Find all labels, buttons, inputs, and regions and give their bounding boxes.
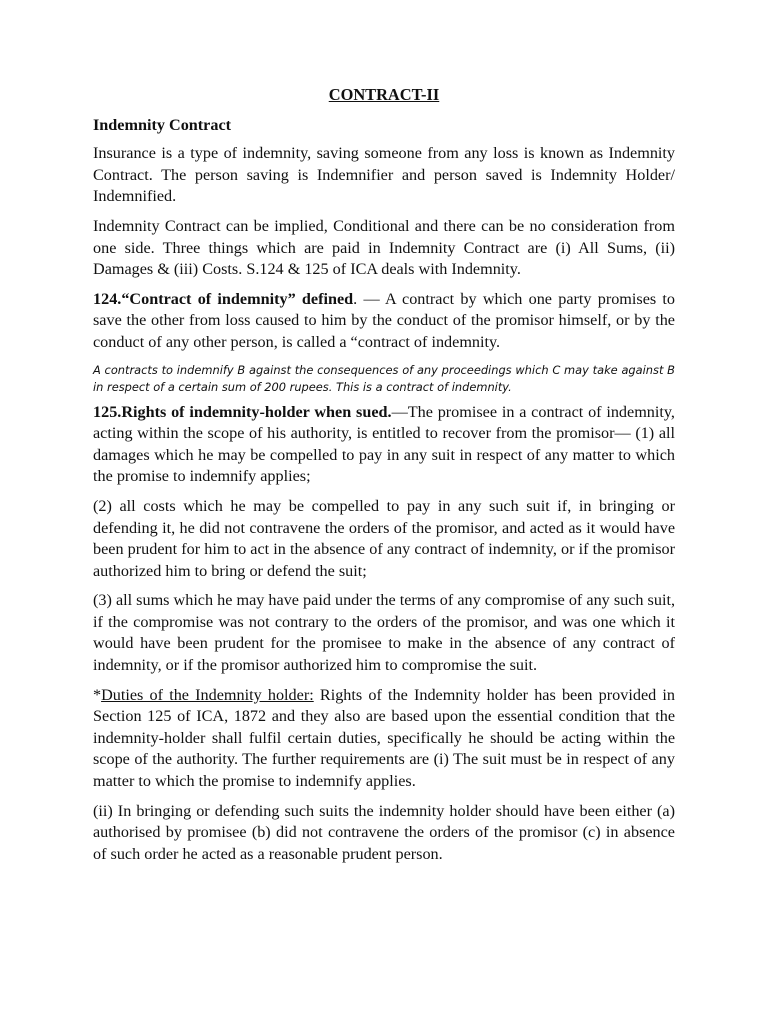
section-125-text: —The promisee in a contract of indemnity, acting within the scope of his authority, is entitled to recover from the promisor— (1) all damages which he may be compelled to pay in any suit in respect of any matter to which the promise to indemnify applies; [93,402,675,486]
section-124-text: . — A contract by which one party promises to save the other from loss caused to him by the conduct of the promisor himself, or by the conduct of any other person, is called a “contract of indemnity. [93,289,676,351]
section-125-clause-3: (3) all sums which he may have paid under the terms of any compromise of any such suit, if the compromise was not contrary to the orders of the promisor, and was one which it would have been prudent for the promisee to make in the absence of any contract of indemnity, or if the promisor authorized him to compromise the suit. [93,591,675,675]
duties-asterisk: * [93,685,102,704]
duties-paragraph [93,685,675,793]
duties-label: Duties of the Indemnity holder: [101,685,314,704]
section-heading: Indemnity Contract [93,115,232,134]
paragraph-implied: Indemnity Contract can be implied, Conditional and there can be no consideration from one side. Three things which are paid in Indemnity Contract are (i) All Sums, (ii) Damages & (iii) Costs. S.124 & 125 of ICA deals with Indemnity. [93,216,675,279]
section-124-heading: 124.“Contract of indemnity” defined [93,289,354,308]
section-125-clause-2: (2) all costs which he may be compelled to pay in any such suit if, in bringing or defending it, he did not contravene the orders of the promisor, and acted as it would have been prudent for him to act in the absence of any contract of indemnity, or if the promisor authorized him to bring or defend the suit; [93,496,675,580]
duties-clause-ii: (ii) In bringing or defending such suits the indemnity holder should have been either (a) authorised by promisee (b) did not contravene the orders of the promisor (c) in absence of such order he acted as a reasonable prudent person. [93,801,675,863]
document-page [93,84,675,873]
section-124 [93,289,675,354]
duties-text: Rights of the Indemnity holder has been provided in Section 125 of ICA, 1872 and they also are based upon the essential condition that the indemnity-holder shall fulfil certain duties, specifically he should be acting within the scope of the authority. The further requirements are (i) The suit must be in respect of any matter to which the promise to indemnify applies. [93,685,675,791]
section-125 [93,402,675,488]
paragraph-insurance: Insurance is a type of indemnity, saving someone from any loss is known as Indemnity Contract. The person saving is Indemnifier and person saved is Indemnity Holder/ Indemnified. [93,144,675,206]
illustration: A contracts to indemnify B against the consequences of any proceedings which C may take against B in respect of a certain sum of 200 rupees. This is a contract of indemnity. [93,362,675,394]
section-125-heading: 125.Rights of indemnity-holder when sued. [93,402,392,421]
page-title: CONTRACT-II [328,85,440,104]
